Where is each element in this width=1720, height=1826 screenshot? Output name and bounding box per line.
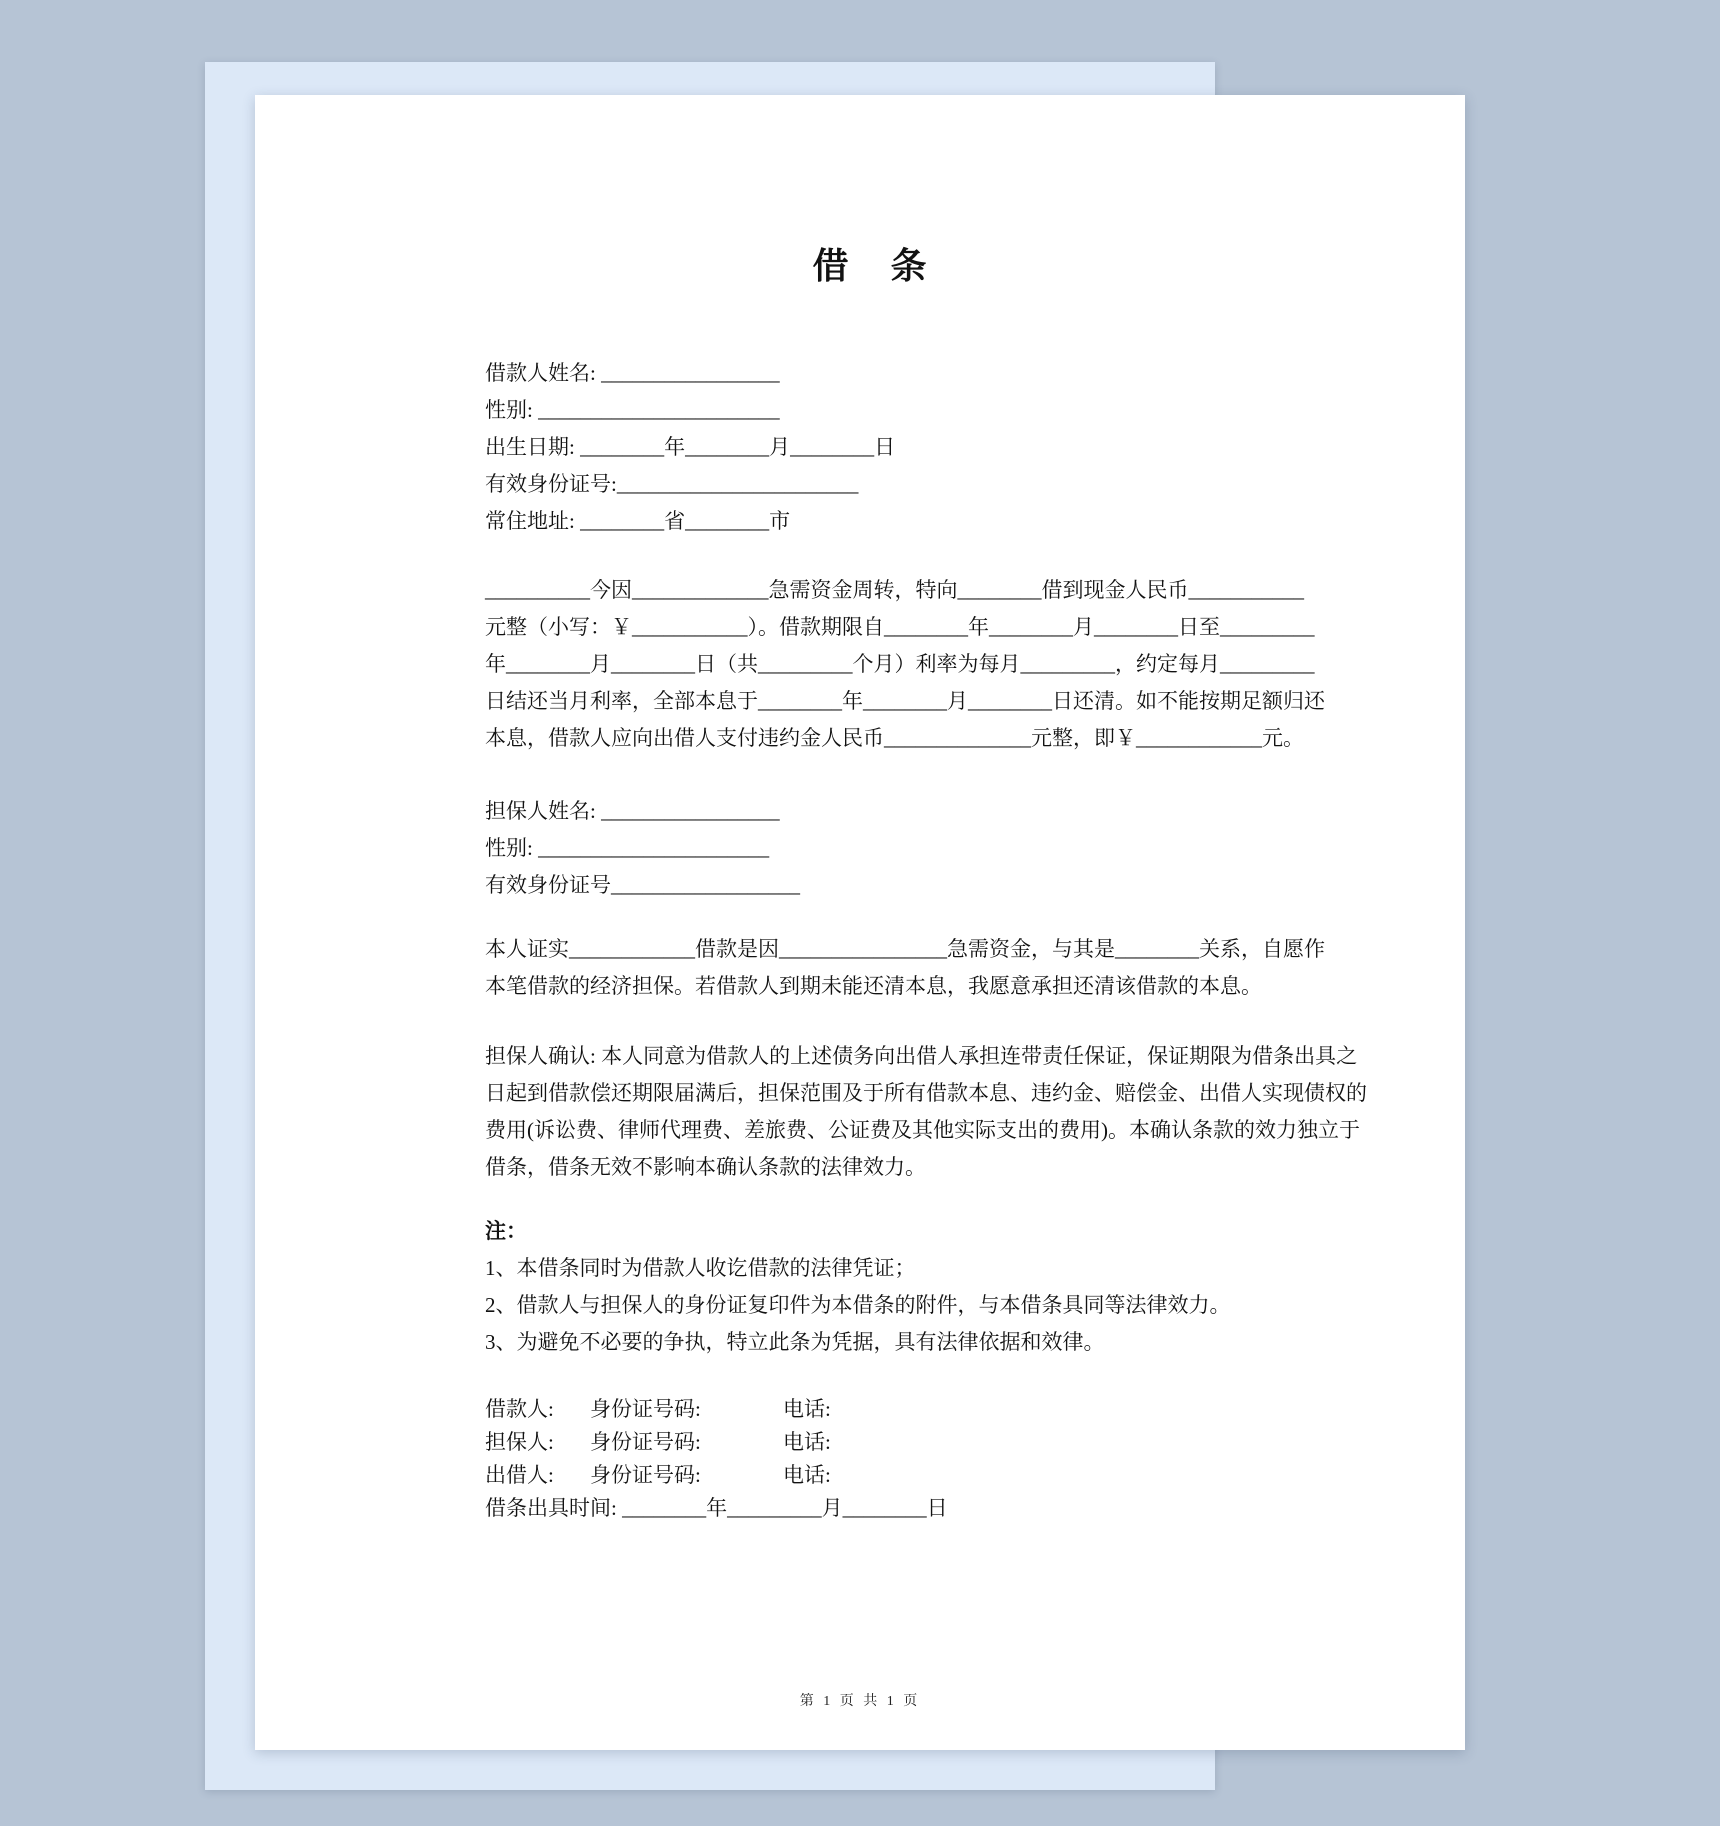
id-number-label: 身份证号码:: [590, 1463, 701, 1487]
notes-section: [485, 1213, 1257, 1361]
guarantor-statement-line: 本笔借款的经济担保。若借款人到期未能还清本息，我愿意承担还清该借款的本息。: [485, 974, 1262, 998]
signature-row-guarantor: [485, 1426, 1257, 1459]
borrower-id-field: 有效身份证号:_______________________: [485, 472, 859, 496]
guarantor-gender-field: 性别: ______________________: [485, 836, 770, 860]
page-footer: 第 1 页 共 1 页: [799, 1694, 921, 1709]
loan-terms-line: 元整（小写：￥___________）。借款期限自________年________月________日至_________: [485, 615, 1315, 639]
signer-label: 借款人:: [485, 1397, 554, 1421]
guarantor-confirmation-paragraph: [485, 1038, 1367, 1186]
signer-label: 担保人:: [485, 1430, 554, 1454]
notes-heading: 注：: [485, 1219, 527, 1243]
note-line: 1、本借条同时为借款人收讫借款的法律凭证；: [485, 1256, 916, 1280]
issue-date-line: 借条出具时间: ________年_________月________日: [485, 1496, 948, 1520]
signature-row-borrower: [485, 1393, 1257, 1426]
guarantor-confirmation-line: 借条，借条无效不影响本确认条款的法律效力。: [485, 1155, 926, 1179]
borrower-birthdate-field: 出生日期: ________年________月________日: [485, 435, 896, 459]
guarantor-confirmation-line: 费用(诉讼费、律师代理费、差旅费、公证费及其他实际支出的费用)。本确认条款的效力独立于: [485, 1118, 1360, 1142]
guarantor-fields: [485, 793, 1257, 904]
document-content: [485, 95, 1367, 1525]
guarantor-id-field: 有效身份证号__________________: [485, 873, 800, 897]
page-title: 借 条: [812, 246, 930, 286]
signer-label: 出借人:: [485, 1463, 554, 1487]
loan-terms-line: __________今因_____________急需资金周转，特向________借到现金人民币___________: [485, 578, 1304, 602]
loan-terms-paragraph: [485, 572, 1325, 757]
loan-terms-line: 年________月________日（共_________个月）利率为每月_________，约定每月_________: [485, 652, 1315, 676]
guarantor-confirmation-line: 担保人确认: 本人同意为借款人的上述债务向出借人承担连带责任保证，保证期限为借条出具之: [485, 1044, 1358, 1068]
signature-section: [485, 1393, 1257, 1525]
borrower-name-field: 借款人姓名: _________________: [485, 361, 780, 385]
borrower-gender-field: 性别: _______________________: [485, 398, 780, 422]
loan-terms-line: 日结还当月利率，全部本息于________年________月________日还清。如不能按期足额归还: [485, 689, 1325, 713]
signature-row-lender: [485, 1459, 1257, 1492]
phone-label: 电话:: [783, 1397, 831, 1421]
phone-label: 电话:: [783, 1430, 831, 1454]
guarantor-statement-paragraph: [485, 931, 1325, 1005]
borrower-fields: [485, 355, 1257, 540]
note-line: 2、借款人与担保人的身份证复印件为本借条的附件，与本借条具同等法律效力。: [485, 1293, 1231, 1317]
note-line: 3、为避免不必要的争执，特立此条为凭据，具有法律依据和效律。: [485, 1330, 1105, 1354]
guarantor-confirmation-line: 日起到借款偿还期限届满后，担保范围及于所有借款本息、违约金、赔偿金、出借人实现债权的: [485, 1081, 1367, 1105]
document-page: [255, 95, 1465, 1750]
phone-label: 电话:: [783, 1463, 831, 1487]
guarantor-statement-line: 本人证实____________借款是因________________急需资金，与其是________关系，自愿作: [485, 937, 1325, 961]
id-number-label: 身份证号码:: [590, 1430, 701, 1454]
borrower-address-field: 常住地址: ________省________市: [485, 509, 791, 533]
loan-terms-line: 本息，借款人应向出借人支付违约金人民币______________元整，即￥____________元。: [485, 726, 1304, 750]
guarantor-name-field: 担保人姓名: _________________: [485, 799, 780, 823]
id-number-label: 身份证号码:: [590, 1397, 701, 1421]
